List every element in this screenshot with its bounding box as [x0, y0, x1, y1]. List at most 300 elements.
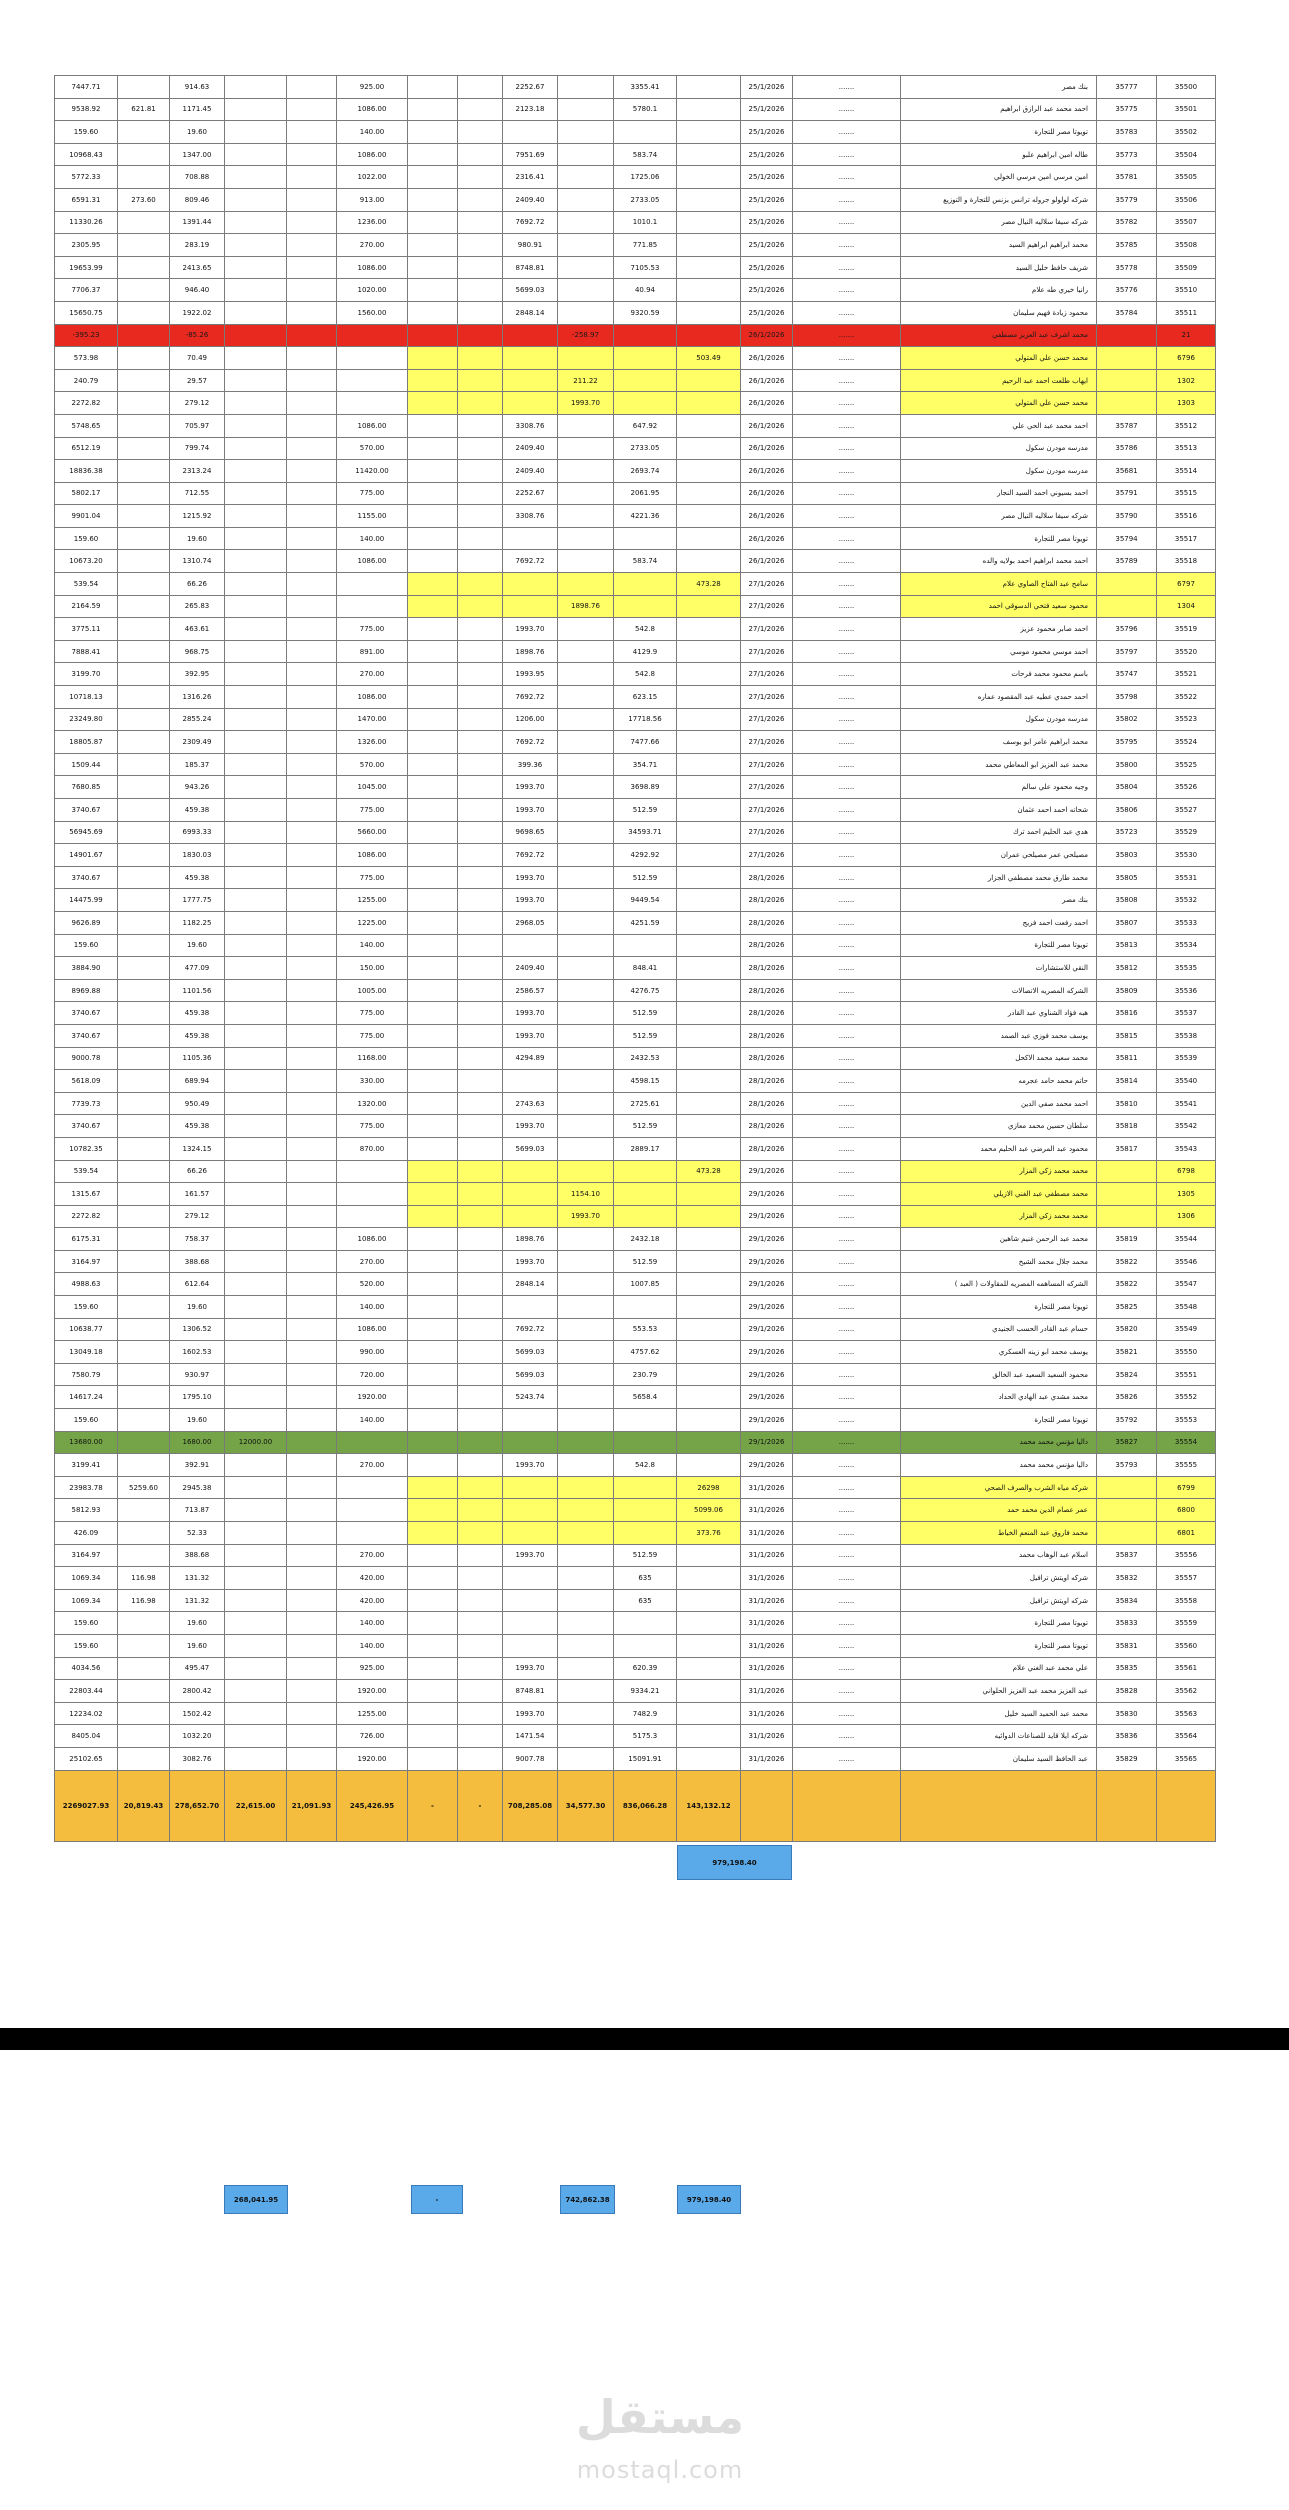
table-cell: 28/1/2026 — [741, 1137, 793, 1160]
table-cell: 1920.00 — [337, 1747, 408, 1770]
table-cell: 27/1/2026 — [741, 844, 793, 867]
table-cell: 1509.44 — [55, 753, 118, 776]
table-cell: 26/1/2026 — [741, 369, 793, 392]
table-cell — [408, 279, 458, 302]
table-cell: 35527 — [1157, 799, 1216, 822]
table-cell — [408, 301, 458, 324]
table-cell — [408, 957, 458, 980]
table-cell — [287, 1454, 337, 1477]
table-cell: 140.00 — [337, 527, 408, 550]
table-cell: ....... — [793, 460, 901, 483]
table-cell: 35506 — [1157, 188, 1216, 211]
table-cell: 35551 — [1157, 1363, 1216, 1386]
table-cell — [118, 301, 170, 324]
table-cell — [408, 166, 458, 189]
table-cell: 35775 — [1097, 98, 1157, 121]
table-cell — [287, 844, 337, 867]
table-cell: 8748.81 — [503, 1680, 558, 1703]
table-cell — [225, 279, 287, 302]
table-cell: باسم محمود محمد فرحات — [901, 663, 1097, 686]
table-cell — [408, 663, 458, 686]
table-cell — [225, 143, 287, 166]
table-cell: 420.00 — [337, 1567, 408, 1590]
table-cell: 35785 — [1097, 234, 1157, 257]
table-cell: ....... — [793, 1318, 901, 1341]
table-cell: 56945.69 — [55, 821, 118, 844]
table-cell: 2945.38 — [170, 1476, 225, 1499]
table-cell: 9320.59 — [614, 301, 677, 324]
table-cell — [677, 301, 741, 324]
table-cell: 8405.04 — [55, 1725, 118, 1748]
table-cell: 4294.89 — [503, 1047, 558, 1070]
table-cell — [287, 1137, 337, 1160]
table-cell — [458, 211, 503, 234]
table-row — [55, 1341, 1216, 1364]
table-cell: 25102.65 — [55, 1747, 118, 1770]
table-cell: 29/1/2026 — [741, 1183, 793, 1206]
table-row — [55, 1725, 1216, 1748]
table-cell — [118, 934, 170, 957]
table-cell: 35554 — [1157, 1431, 1216, 1454]
table-row — [55, 143, 1216, 166]
table-cell — [225, 76, 287, 99]
table-cell: 35552 — [1157, 1386, 1216, 1409]
table-cell: 35837 — [1097, 1544, 1157, 1567]
table-cell: 29/1/2026 — [741, 1341, 793, 1364]
table-cell: 5175.3 — [614, 1725, 677, 1748]
table-cell: محمد مشدي عبد الهادي الحداد — [901, 1386, 1097, 1409]
table-cell: 713.87 — [170, 1499, 225, 1522]
total-cell: 245,426.95 — [337, 1770, 408, 1841]
table-cell — [458, 121, 503, 144]
table-cell: تويوتا مصر للتجارة — [901, 1634, 1097, 1657]
table-cell: 3164.97 — [55, 1544, 118, 1567]
table-cell — [408, 1318, 458, 1341]
table-cell — [337, 1499, 408, 1522]
table-cell: 1391.44 — [170, 211, 225, 234]
table-cell — [408, 1589, 458, 1612]
table-cell: 29/1/2026 — [741, 1409, 793, 1432]
table-cell — [1097, 347, 1157, 370]
table-cell: 512.59 — [614, 799, 677, 822]
table-cell — [458, 1589, 503, 1612]
table-cell: 35824 — [1097, 1363, 1157, 1386]
table-cell — [677, 1047, 741, 1070]
table-cell — [458, 1544, 503, 1567]
table-cell: ....... — [793, 1070, 901, 1093]
table-cell — [677, 505, 741, 528]
table-cell: 6175.31 — [55, 1228, 118, 1251]
table-cell: 775.00 — [337, 866, 408, 889]
table-cell: 35550 — [1157, 1341, 1216, 1364]
table-cell — [558, 618, 614, 641]
table-cell — [503, 1522, 558, 1545]
table-cell — [614, 1160, 677, 1183]
table-cell — [408, 1544, 458, 1567]
table-cell: يوسف محمد فوزي عبد الصمد — [901, 1024, 1097, 1047]
table-cell: 29/1/2026 — [741, 1318, 793, 1341]
table-cell — [408, 1341, 458, 1364]
table-cell: 159.60 — [55, 1634, 118, 1657]
table-cell: ....... — [793, 1409, 901, 1432]
table-cell: 635 — [614, 1589, 677, 1612]
table-cell: شركه لولولو جروله ترانس بزنس للتجارة و التوزيع — [901, 188, 1097, 211]
table-cell — [677, 708, 741, 731]
table-cell: 473.28 — [677, 1160, 741, 1183]
table-row — [55, 821, 1216, 844]
table-cell: 1182.25 — [170, 911, 225, 934]
table-cell — [225, 640, 287, 663]
table-cell: علي محمد عبد الغني علام — [901, 1657, 1097, 1680]
table-cell — [225, 211, 287, 234]
table-cell: 35791 — [1097, 482, 1157, 505]
table-cell — [503, 1567, 558, 1590]
table-cell: 373.76 — [677, 1522, 741, 1545]
table-cell — [558, 414, 614, 437]
table-cell: 712.55 — [170, 482, 225, 505]
table-cell — [225, 1341, 287, 1364]
total-cell: 34,577.30 — [558, 1770, 614, 1841]
table-cell: محمد حسن علي المتولي — [901, 347, 1097, 370]
table-cell — [408, 347, 458, 370]
table-cell: ....... — [793, 369, 901, 392]
table-cell: 2123.18 — [503, 98, 558, 121]
table-cell — [677, 979, 741, 1002]
table-cell: 35826 — [1097, 1386, 1157, 1409]
table-cell: 1920.00 — [337, 1680, 408, 1703]
table-cell — [408, 121, 458, 144]
table-cell: 27/1/2026 — [741, 595, 793, 618]
table-row — [55, 1115, 1216, 1138]
table-cell — [677, 934, 741, 957]
table-cell: ....... — [793, 482, 901, 505]
table-cell: احمد حمدي عطيه عبد المقصود عماره — [901, 686, 1097, 709]
table-cell: 968.75 — [170, 640, 225, 663]
table-cell: 2432.18 — [614, 1228, 677, 1251]
table-cell: 1101.56 — [170, 979, 225, 1002]
table-cell: 35562 — [1157, 1680, 1216, 1703]
table-cell — [458, 234, 503, 257]
table-cell — [408, 979, 458, 1002]
table-cell: 15650.75 — [55, 301, 118, 324]
table-cell: 35526 — [1157, 776, 1216, 799]
table-cell — [408, 1183, 458, 1206]
table-cell: 35773 — [1097, 143, 1157, 166]
table-cell: 775.00 — [337, 1115, 408, 1138]
table-cell: 35784 — [1097, 301, 1157, 324]
table-cell: 775.00 — [337, 482, 408, 505]
table-cell: 35519 — [1157, 618, 1216, 641]
table-cell: 542.8 — [614, 1454, 677, 1477]
table-cell — [287, 1183, 337, 1206]
logo-site: mostaql.com — [576, 2456, 744, 2484]
table-cell — [118, 731, 170, 754]
table-cell: 512.59 — [614, 1024, 677, 1047]
table-cell: 6801 — [1157, 1522, 1216, 1545]
table-row — [55, 1589, 1216, 1612]
table-cell — [118, 76, 170, 99]
table-cell: ....... — [793, 234, 901, 257]
table-cell — [458, 1092, 503, 1115]
table-cell — [614, 1499, 677, 1522]
table-cell: 2409.40 — [503, 188, 558, 211]
table-cell — [118, 1341, 170, 1364]
table-cell — [287, 686, 337, 709]
table-cell: هبه فؤاد الشناوي عبد القادر — [901, 1002, 1097, 1025]
table-cell: داليا مؤنس محمد محمد — [901, 1431, 1097, 1454]
table-cell: 8748.81 — [503, 256, 558, 279]
table-cell: 1993.70 — [558, 392, 614, 415]
table-cell: 131.32 — [170, 1589, 225, 1612]
table-cell — [503, 1160, 558, 1183]
table-cell — [225, 979, 287, 1002]
table-row — [55, 369, 1216, 392]
table-cell: 1993.70 — [503, 1454, 558, 1477]
table-cell: 2743.63 — [503, 1092, 558, 1115]
table-cell: 570.00 — [337, 753, 408, 776]
table-cell: 35560 — [1157, 1634, 1216, 1657]
table-cell: 1993.70 — [503, 1002, 558, 1025]
table-row — [55, 911, 1216, 934]
table-cell: 1316.26 — [170, 686, 225, 709]
table-cell: 31/1/2026 — [741, 1702, 793, 1725]
table-cell — [677, 1273, 741, 1296]
table-cell: 459.38 — [170, 799, 225, 822]
table-cell — [287, 821, 337, 844]
table-cell — [558, 347, 614, 370]
table-cell: 1315.67 — [55, 1183, 118, 1206]
table-cell: 34593.71 — [614, 821, 677, 844]
table-cell: 18836.38 — [55, 460, 118, 483]
table-cell: شركه ايلا قايد للصناعات الدوائيه — [901, 1725, 1097, 1748]
table-cell: ....... — [793, 347, 901, 370]
table-cell: 27/1/2026 — [741, 821, 793, 844]
table-cell — [558, 234, 614, 257]
table-cell: 946.40 — [170, 279, 225, 302]
table-cell — [677, 392, 741, 415]
table-cell: 1069.34 — [55, 1567, 118, 1590]
total-cell: 836,066.28 — [614, 1770, 677, 1841]
table-cell — [225, 1318, 287, 1341]
table-cell — [118, 1409, 170, 1432]
table-cell — [408, 1612, 458, 1635]
table-cell: 9626.89 — [55, 911, 118, 934]
table-cell — [118, 1092, 170, 1115]
table-cell: ....... — [793, 550, 901, 573]
table-cell: 1993.70 — [503, 866, 558, 889]
table-cell — [225, 301, 287, 324]
table-cell: 35802 — [1097, 708, 1157, 731]
table-cell: 2409.40 — [503, 460, 558, 483]
table-cell: 35821 — [1097, 1341, 1157, 1364]
table-cell: 2272.82 — [55, 392, 118, 415]
table-cell — [225, 1137, 287, 1160]
table-cell — [614, 1409, 677, 1432]
table-cell — [408, 1024, 458, 1047]
table-cell: ....... — [793, 279, 901, 302]
table-cell: 775.00 — [337, 799, 408, 822]
table-cell — [408, 211, 458, 234]
table-cell: ....... — [793, 392, 901, 415]
table-cell: 771.85 — [614, 234, 677, 257]
table-cell: 4276.75 — [614, 979, 677, 1002]
table-cell: 131.32 — [170, 1567, 225, 1590]
table-cell — [408, 889, 458, 912]
table-cell: 914.63 — [170, 76, 225, 99]
table-row — [55, 76, 1216, 99]
table-cell — [558, 188, 614, 211]
table-cell: 35793 — [1097, 1454, 1157, 1477]
table-cell — [118, 1634, 170, 1657]
table-cell — [458, 1070, 503, 1093]
table-cell: 29/1/2026 — [741, 1386, 793, 1409]
table-cell: 26/1/2026 — [741, 550, 793, 573]
table-cell: 27/1/2026 — [741, 573, 793, 596]
table-cell: تويوتا مصر للتجارة — [901, 1612, 1097, 1635]
table-cell: ....... — [793, 1160, 901, 1183]
table-cell: 1154.10 — [558, 1183, 614, 1206]
table-cell: 2889.17 — [614, 1137, 677, 1160]
table-cell — [118, 776, 170, 799]
table-cell: 503.49 — [677, 347, 741, 370]
table-cell — [558, 799, 614, 822]
table-cell: 35541 — [1157, 1092, 1216, 1115]
table-cell — [558, 1228, 614, 1251]
table-cell: ....... — [793, 844, 901, 867]
table-cell — [118, 1296, 170, 1319]
table-cell: 3199.70 — [55, 663, 118, 686]
table-cell: 35776 — [1097, 279, 1157, 302]
table-cell — [677, 324, 741, 347]
table-cell — [118, 1612, 170, 1635]
table-cell: 1069.34 — [55, 1589, 118, 1612]
table-cell: 512.59 — [614, 1002, 677, 1025]
table-cell: 35553 — [1157, 1409, 1216, 1432]
table-cell: ....... — [793, 98, 901, 121]
table-cell: سلطان حسين محمد معازي — [901, 1115, 1097, 1138]
table-cell — [287, 776, 337, 799]
table-cell — [458, 844, 503, 867]
table-cell — [287, 595, 337, 618]
table-cell: 399.36 — [503, 753, 558, 776]
table-cell — [118, 1386, 170, 1409]
table-cell: الشركه المساهمه المصريه للمقاولات ( العبد ) — [901, 1273, 1097, 1296]
table-cell: 159.60 — [55, 1409, 118, 1432]
table-cell — [677, 143, 741, 166]
table-cell — [118, 166, 170, 189]
table-cell: 2800.42 — [170, 1680, 225, 1703]
table-cell — [225, 460, 287, 483]
table-cell: 4598.15 — [614, 1070, 677, 1093]
table-cell — [408, 1273, 458, 1296]
table-cell — [458, 911, 503, 934]
table-cell: 7447.71 — [55, 76, 118, 99]
table-cell — [614, 527, 677, 550]
table-cell: 35813 — [1097, 934, 1157, 957]
table-cell — [503, 1431, 558, 1454]
table-cell: 35828 — [1097, 1680, 1157, 1703]
table-cell: 1086.00 — [337, 1318, 408, 1341]
table-cell: 5812.93 — [55, 1499, 118, 1522]
table-cell — [677, 1070, 741, 1093]
table-row — [55, 1024, 1216, 1047]
table-cell — [287, 256, 337, 279]
table-cell — [677, 595, 741, 618]
table-cell: 35507 — [1157, 211, 1216, 234]
table-cell — [558, 1612, 614, 1635]
table-cell — [287, 640, 337, 663]
table-cell: 392.91 — [170, 1454, 225, 1477]
table-cell: 6796 — [1157, 347, 1216, 370]
table-cell — [558, 437, 614, 460]
table-cell — [408, 76, 458, 99]
table-cell — [118, 1522, 170, 1545]
table-cell: 10968.43 — [55, 143, 118, 166]
table-cell — [458, 1137, 503, 1160]
table-cell — [458, 640, 503, 663]
table-cell — [287, 482, 337, 505]
table-cell: 19.60 — [170, 121, 225, 144]
table-cell — [503, 324, 558, 347]
table-cell — [458, 460, 503, 483]
table-cell — [225, 618, 287, 641]
table-cell — [225, 1024, 287, 1047]
table-cell — [558, 1047, 614, 1070]
table-cell: ....... — [793, 821, 901, 844]
table-cell — [225, 234, 287, 257]
table-cell: ....... — [793, 1476, 901, 1499]
table-cell: ....... — [793, 256, 901, 279]
table-cell: 1898.76 — [503, 640, 558, 663]
table-cell: 6512.19 — [55, 437, 118, 460]
table-cell — [118, 1544, 170, 1567]
table-cell: 35792 — [1097, 1409, 1157, 1432]
table-cell — [118, 550, 170, 573]
table-cell — [458, 1228, 503, 1251]
table-cell: 7951.69 — [503, 143, 558, 166]
table-cell: 1086.00 — [337, 143, 408, 166]
table-cell — [677, 866, 741, 889]
table-cell: 726.00 — [337, 1725, 408, 1748]
table-cell — [677, 731, 741, 754]
table-row — [55, 414, 1216, 437]
table-cell — [458, 1612, 503, 1635]
table-cell — [118, 1747, 170, 1770]
table-row — [55, 934, 1216, 957]
table-cell — [287, 618, 337, 641]
table-cell: 3775.11 — [55, 618, 118, 641]
table-cell — [558, 527, 614, 550]
table-cell — [558, 1431, 614, 1454]
table-cell: 7692.72 — [503, 1318, 558, 1341]
table-cell: 1993.70 — [558, 1205, 614, 1228]
table-cell — [558, 1363, 614, 1386]
table-cell: شريف حافظ خليل السيد — [901, 256, 1097, 279]
table-cell — [408, 618, 458, 641]
table-cell: 775.00 — [337, 1002, 408, 1025]
table-cell: 1993.70 — [503, 1657, 558, 1680]
table-cell: 2409.40 — [503, 957, 558, 980]
table-cell — [677, 1702, 741, 1725]
table-cell — [287, 527, 337, 550]
table-cell — [408, 595, 458, 618]
table-cell — [408, 731, 458, 754]
table-cell: ....... — [793, 1499, 901, 1522]
table-cell — [558, 1454, 614, 1477]
table-cell — [677, 482, 741, 505]
table-cell: 35509 — [1157, 256, 1216, 279]
table-cell — [408, 1002, 458, 1025]
